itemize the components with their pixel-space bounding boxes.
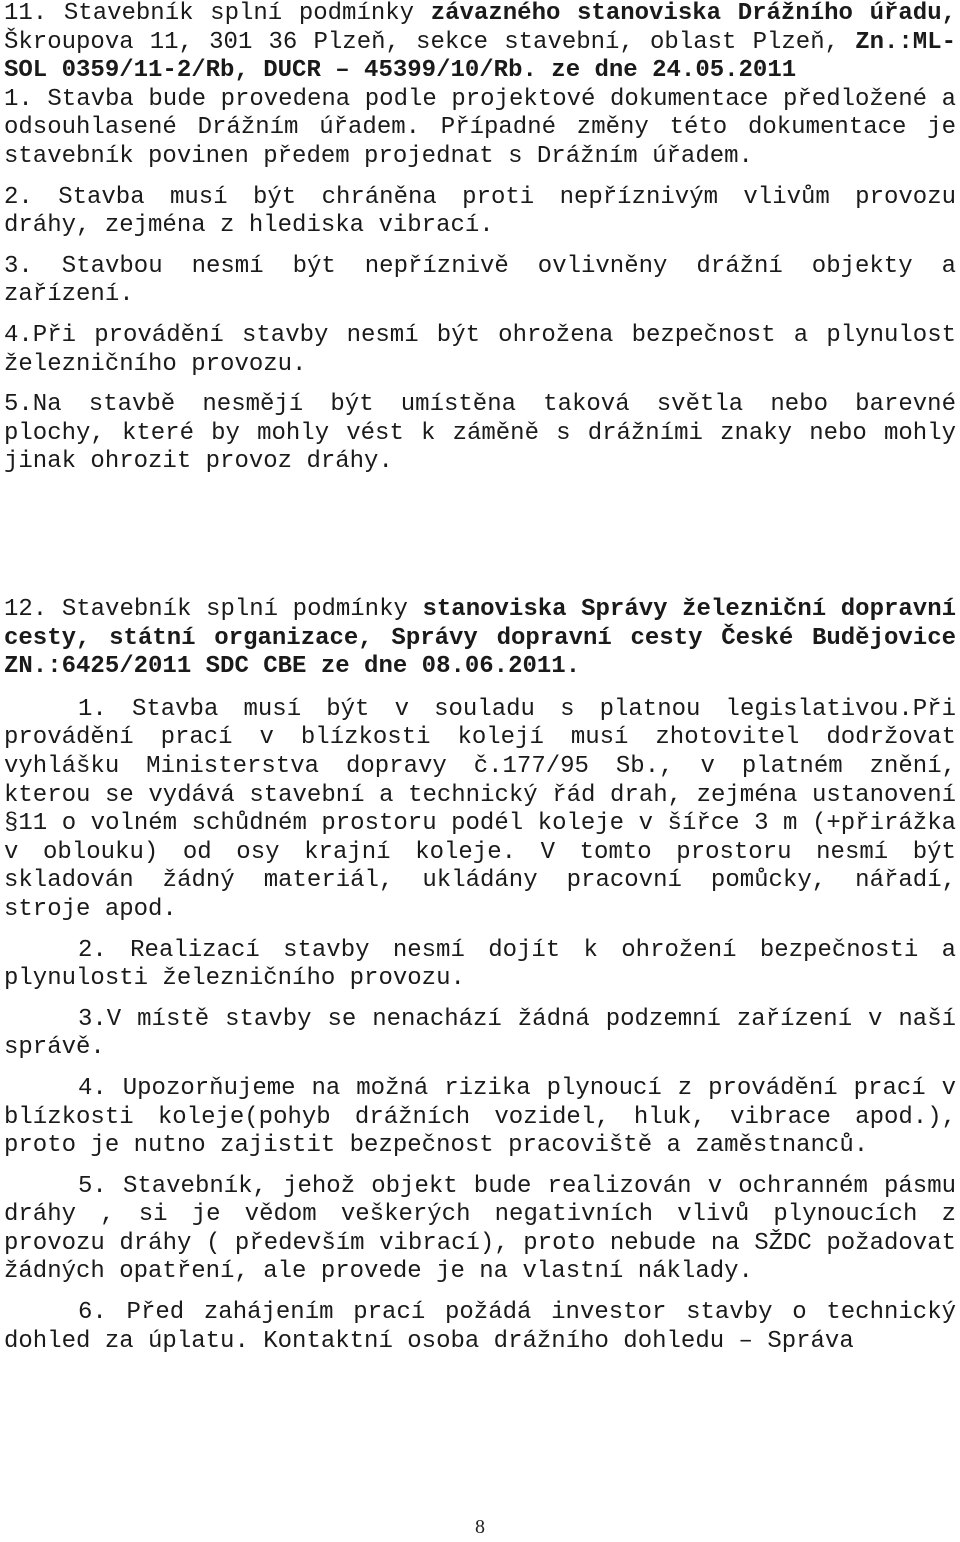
page-number: 8 [475, 1516, 485, 1538]
section-11-item: 3. Stavbou nesmí být nepříznivě ovlivněny drážní objekty a zařízení. [4, 252, 956, 309]
section-12-intro: Stavebník splní podmínky [61, 596, 408, 623]
section-11-item: 5.Na stavbě nesmějí být umístěna taková světla nebo barevné plochy, které by mohly vést k záměně s drážními znaky nebo mohly jinak ohrozit provoz dráhy. [4, 391, 956, 476]
section-12 [0, 596, 960, 1356]
section-11-intro: Stavebník splní podmínky [63, 0, 415, 27]
section-12-item: 4. Upozorňujeme na možná rizika plynoucí z provádění prací v blízkosti koleje(pohyb drážních vozidel, hluk, vibrace apod.), proto je nutno zajistit bezpečnost pracoviště a zaměstnanců. [4, 1074, 956, 1160]
section-12-authority: stanoviska Správy železniční dopravní cesty, státní organizace, Správy dopravní cesty České Budějovice ZN.:6425/2011 SDC CBE ze dne 08.06.2011. [4, 596, 956, 681]
section-11-heading [0, 0, 960, 86]
section-11-item: 1. Stavba bude provedena podle projektové dokumentace předložené a odsouhlasené Drážním úřadem. Případné změny této dokumentace je stavebník povinen předem projednat s Drážním úřadem. [4, 85, 956, 170]
section-11-item: 4.Při provádění stavby nesmí být ohrožena bezpečnost a plynulost železničního provozu. [4, 321, 956, 378]
section-12-number: 12. [4, 596, 48, 623]
section-11-item: 2. Stavba musí být chráněna proti nepříznivým vlivům provozu dráhy, zejména z hlediska vibrací. [4, 183, 956, 240]
section-12-item: 3.V místě stavby se nenachází žádná podzemní zařízení v naší správě. [4, 1005, 956, 1062]
section-11-authority: závazného stanoviska Drážního úřadu, [430, 0, 957, 27]
section-11-address: Škroupova 11, 301 36 Plzeň, sekce stavební, oblast Plzeň, [4, 28, 840, 56]
section-12-item: 2. Realizací stavby nesmí dojít k ohrožení bezpečnosti a plynulosti železničního provozu. [4, 936, 956, 993]
section-11-reference: Zn.:ML-SOL 0359/11-2/Rb, DUCR – 45399/10/Rb. ze dne 24.05.2011 [4, 28, 957, 85]
section-12-heading [0, 596, 960, 682]
section-11 [0, 0, 960, 477]
section-11-number: 11. [4, 0, 48, 27]
section-12-item: 5. Stavebník, jehož objekt bude realizován v ochranném pásmu dráhy , si je vědom veškerých negativních vlivů plynoucích z provozu dráhy ( především vibrací), proto nebude na SŽDC požadovat žádných opatření, ale provede je na vlastní náklady. [4, 1172, 956, 1286]
section-12-item: 1. Stavba musí být v souladu s platnou legislativou.Při provádění prací v blízkosti kolejí musí zhotovitel dodržovat vyhlášku Ministerstva dopravy č.177/95 Sb., v platném znění, kterou se vydává stavební a technický řád drah, zejména ustanovení §11 o volném schůdném prostoru podél koleje v šířce 3 m (+přirážka v oblouku) od osy krajní koleje. V tomto prostoru nesmí být skladován žádný materiál, ukládány pracovní pomůcky, nářadí, stroje apod. [4, 695, 956, 923]
section-12-item: 6. Před zahájením prací požádá investor stavby o technický dohled za úplatu. Kontaktní osoba drážního dohledu – Správa [4, 1299, 956, 1355]
